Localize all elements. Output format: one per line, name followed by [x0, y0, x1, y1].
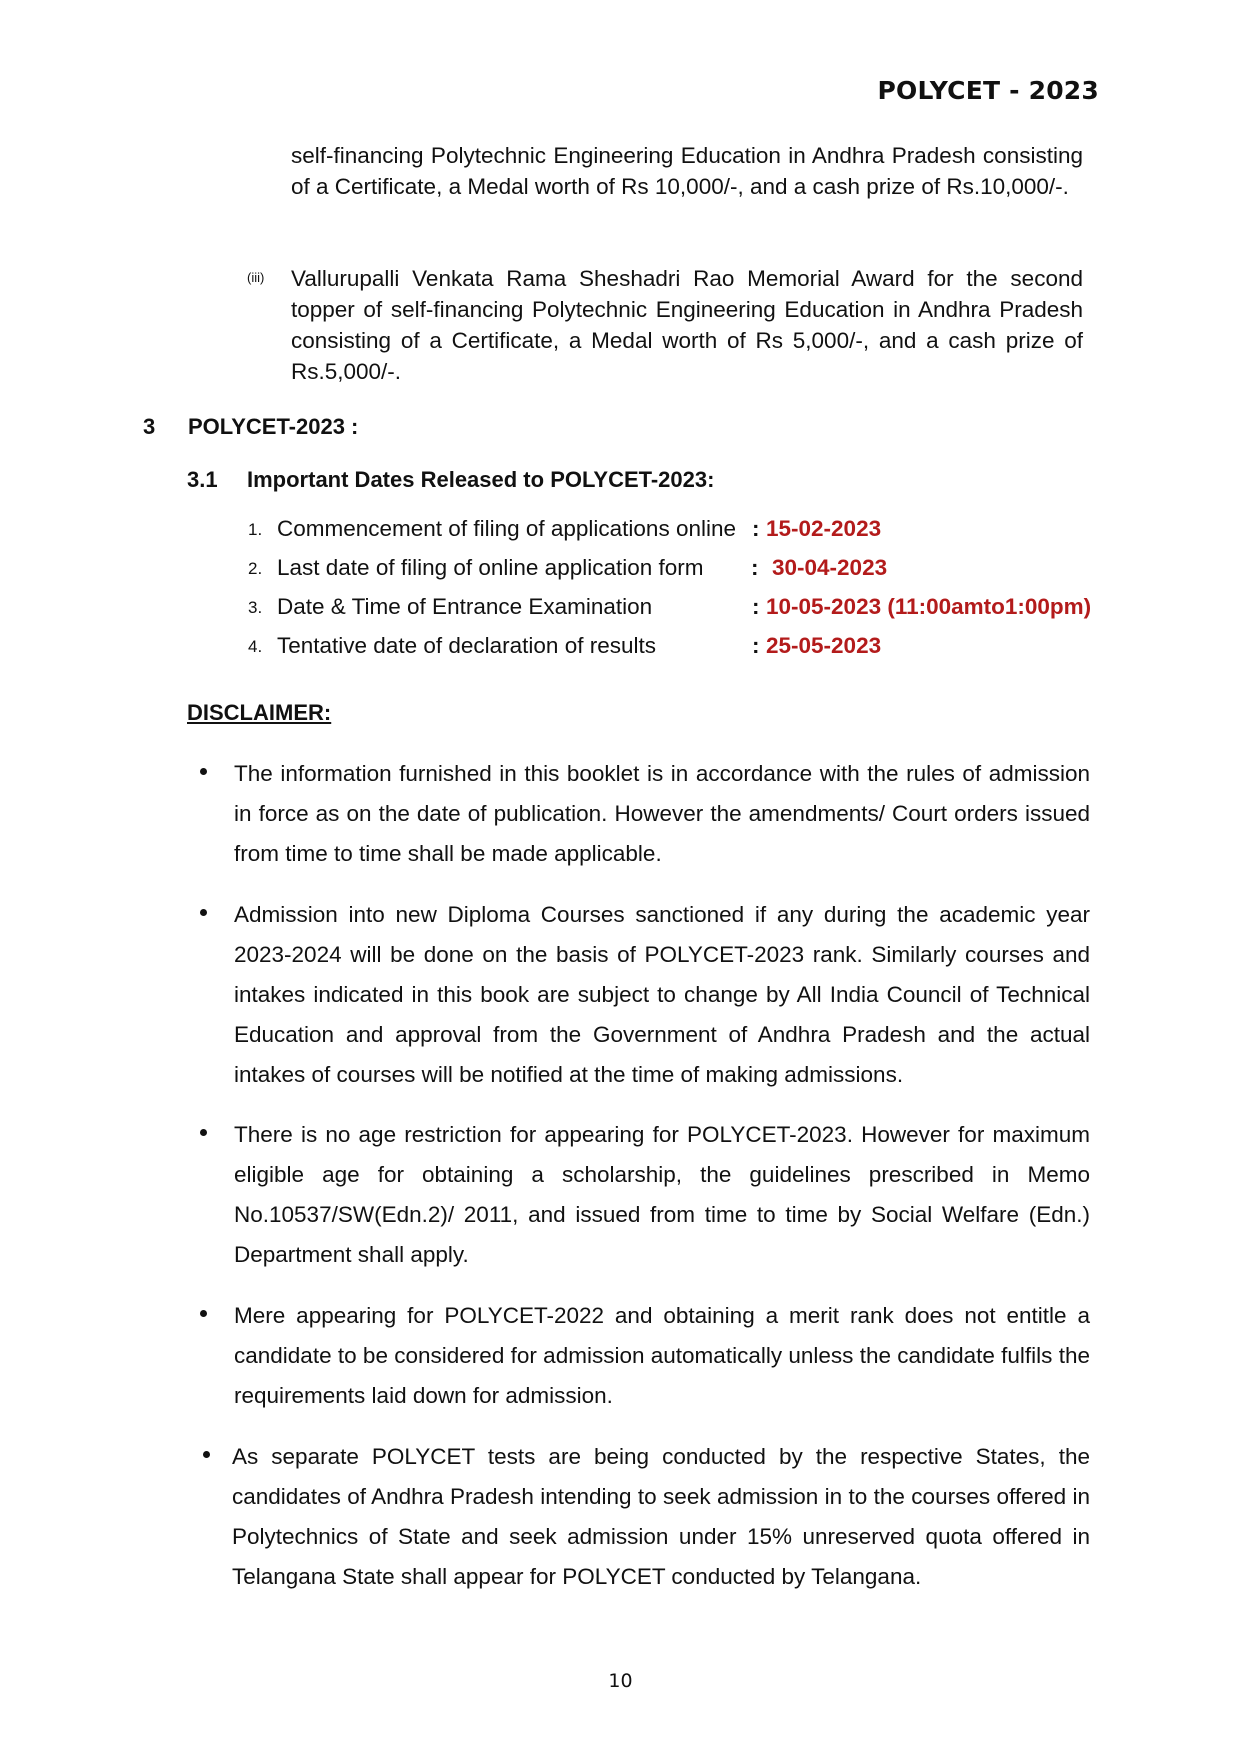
disclaimer-bullet-text: Mere appearing for POLYCET-2022 and obtaining a merit rank does not entitle a candidate to be considered for admission automatically unless the candidate fulfils the requirements laid down for admission. — [234, 1303, 1090, 1408]
date-row-number: 1. — [248, 520, 263, 539]
date-row-number: 4. — [248, 637, 263, 656]
date-row — [0, 594, 1241, 624]
bullet-icon — [203, 1451, 210, 1458]
bullet-icon — [200, 1310, 207, 1317]
disclaimer-bullet-text: There is no age restriction for appearing for POLYCET-2023. However for maximum eligible age for obtaining a scholarship, the guidelines prescribed in Memo No.10537/SW(Edn.2)/ 2011, and issued from time to time by Social Welfare (Edn.) Department shall apply. — [234, 1122, 1090, 1267]
date-row-label: Tentative date of declaration of results — [277, 633, 656, 658]
date-row-number: 2. — [248, 559, 263, 578]
date-row — [0, 633, 1241, 663]
award-item-marker: (iii) — [247, 270, 265, 285]
date-row-value: 10-05-2023 (11:00amto1:00pm) — [766, 594, 1092, 619]
date-row-colon: : — [752, 633, 760, 658]
award-continuation-text: self-financing Polytechnic Engineering Education in Andhra Pradesh consisting of a Certificate, a Medal worth of Rs 10,000/-, and a cash prize of Rs.10,000/-. — [291, 143, 1083, 199]
date-row-label: Date & Time of Entrance Examination — [277, 594, 653, 619]
date-row — [0, 555, 1241, 585]
date-row-label: Last date of filing of online application form — [277, 555, 704, 580]
section-number: 3 — [143, 414, 156, 439]
disclaimer-bullet-text: As separate POLYCET tests are being conducted by the respective States, the candidates of Andhra Pradesh intending to seek admission in to the courses offered in Polytechnics of State and seek admission under 15% unreserved quota offered in Telangana State shall appear for POLYCET conducted by Telangana. — [232, 1444, 1090, 1589]
date-row-colon: : — [752, 516, 760, 541]
bullet-icon — [200, 909, 207, 916]
bullet-icon — [200, 1129, 207, 1136]
bullet-icon — [200, 768, 207, 775]
disclaimer-heading: DISCLAIMER: — [187, 700, 332, 725]
date-row-value: 30-04-2023 — [772, 555, 888, 580]
subsection-title: Important Dates Released to POLYCET-2023: — [247, 467, 715, 492]
page-number: 10 — [608, 1670, 633, 1692]
date-row-label: Commencement of filing of applications online — [277, 516, 736, 541]
disclaimer-bullet-text: Admission into new Diploma Courses sanctioned if any during the academic year 2023-2024 will be done on the basis of POLYCET-2023 rank. Similarly courses and intakes indicated in this book are subject to change by All India Council of Technical Education and approval from the Government of Andhra Pradesh and the actual intakes of courses will be notified at the time of making admissions. — [234, 902, 1090, 1087]
date-row-value: 25-05-2023 — [766, 633, 882, 658]
disclaimer-bullet-text: The information furnished in this booklet is in accordance with the rules of admission in force as on the date of publication. However the amendments/ Court orders issued from time to time shall be made applicable. — [234, 761, 1090, 866]
date-row-number: 3. — [248, 598, 263, 617]
subsection-number: 3.1 — [187, 467, 218, 492]
date-row-value: 15-02-2023 — [766, 516, 882, 541]
date-row — [0, 516, 1241, 546]
award-item-iii-text: Vallurupalli Venkata Rama Sheshadri Rao Memorial Award for the second topper of self-financing Polytechnic Engineering Education in Andhra Pradesh consisting of a Certificate, a Medal worth of Rs 5,000/-, and a cash prize of Rs.5,000/-. — [291, 266, 1083, 384]
header-title: POLYCET - 2023 — [877, 76, 1099, 105]
date-row-colon: : — [752, 594, 760, 619]
date-row-colon: : — [751, 555, 759, 580]
section-title: POLYCET-2023 : — [188, 414, 359, 439]
